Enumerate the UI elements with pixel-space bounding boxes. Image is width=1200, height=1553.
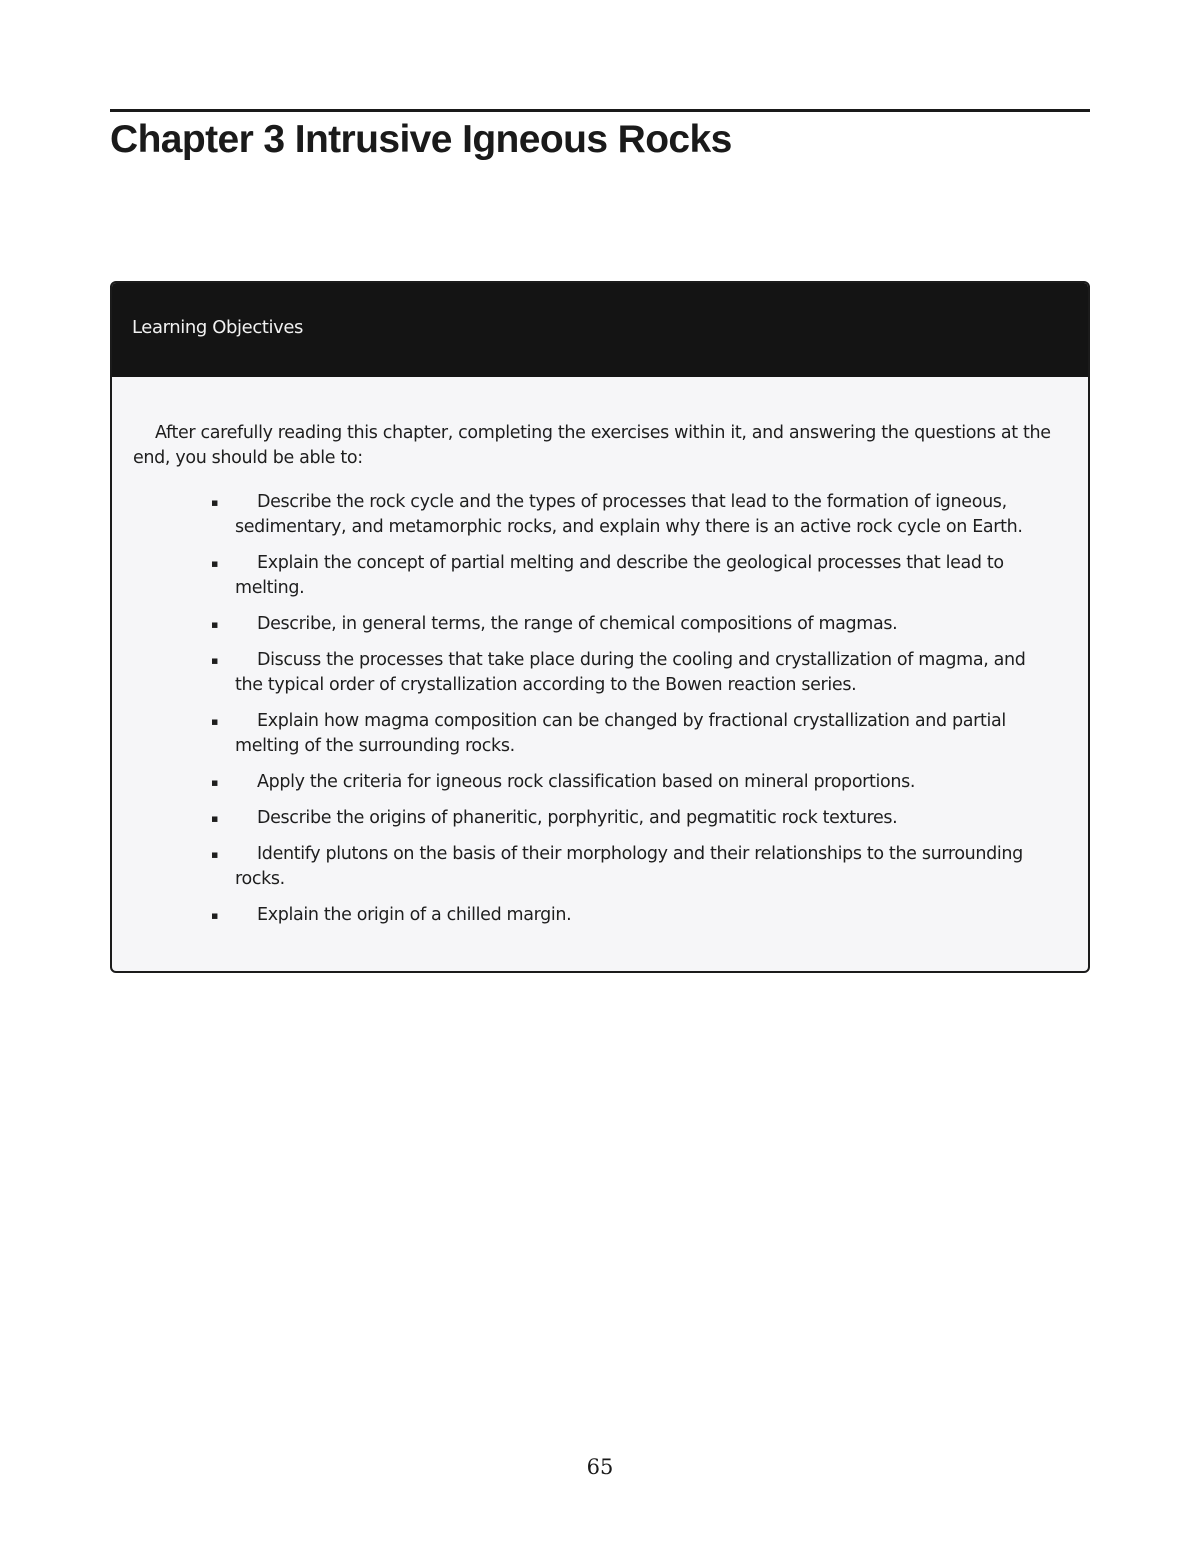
objective-item bbox=[211, 806, 1054, 831]
bullet-icon: ▪ bbox=[211, 496, 219, 509]
objective-text: Describe the rock cycle and the types of processes that lead to the formation of igneous, sedimentary, and metamorphic rocks, and explain why there is an active rock cycle on Earth. bbox=[235, 492, 1023, 537]
bullet-icon: ▪ bbox=[211, 654, 219, 667]
bullet-icon: ▪ bbox=[211, 557, 219, 570]
objective-text: Identify plutons on the basis of their morphology and their relationships to the surrounding rocks. bbox=[235, 844, 1023, 889]
learning-objectives-header bbox=[112, 283, 1088, 377]
objective-text: Describe the origins of phaneritic, porphyritic, and pegmatitic rock textures. bbox=[257, 808, 898, 828]
objective-item bbox=[211, 903, 1054, 928]
objective-item bbox=[211, 648, 1054, 698]
learning-objectives-body bbox=[112, 377, 1088, 928]
objective-item bbox=[211, 770, 1054, 795]
bullet-icon: ▪ bbox=[211, 715, 219, 728]
objective-text: Discuss the processes that take place during the cooling and crystallization of magma, and the typical order of crystallization according to the Bowen reaction series. bbox=[235, 650, 1026, 695]
objective-text: Describe, in general terms, the range of chemical compositions of magmas. bbox=[257, 614, 898, 634]
learning-objectives-label: Learning Objectives bbox=[132, 316, 303, 338]
objective-item bbox=[211, 612, 1054, 637]
bullet-icon: ▪ bbox=[211, 909, 219, 922]
bullet-icon: ▪ bbox=[211, 776, 219, 789]
chapter-top-rule bbox=[110, 109, 1090, 112]
bullet-icon: ▪ bbox=[211, 812, 219, 825]
chapter-title: Chapter 3 Intrusive Igneous Rocks bbox=[110, 118, 732, 161]
objective-text: Explain the concept of partial melting and describe the geological processes that lead to melting. bbox=[235, 553, 1004, 598]
bullet-icon: ▪ bbox=[211, 618, 219, 631]
page-number: 65 bbox=[586, 1455, 614, 1479]
objective-item bbox=[211, 709, 1054, 759]
objective-text: Explain the origin of a chilled margin. bbox=[257, 905, 572, 925]
objective-item bbox=[211, 551, 1054, 601]
objectives-list bbox=[133, 490, 1054, 928]
learning-objectives-box bbox=[110, 281, 1090, 973]
objective-item bbox=[211, 490, 1054, 540]
bullet-icon: ▪ bbox=[211, 848, 219, 861]
objective-text: Explain how magma composition can be changed by fractional crystallization and partial melting of the surrounding rocks. bbox=[235, 711, 1006, 756]
objectives-intro: After carefully reading this chapter, completing the exercises within it, and answering the questions at the end, you should be able to: bbox=[133, 423, 1051, 468]
objective-item bbox=[211, 842, 1054, 892]
objective-text: Apply the criteria for igneous rock classification based on mineral proportions. bbox=[257, 772, 916, 792]
